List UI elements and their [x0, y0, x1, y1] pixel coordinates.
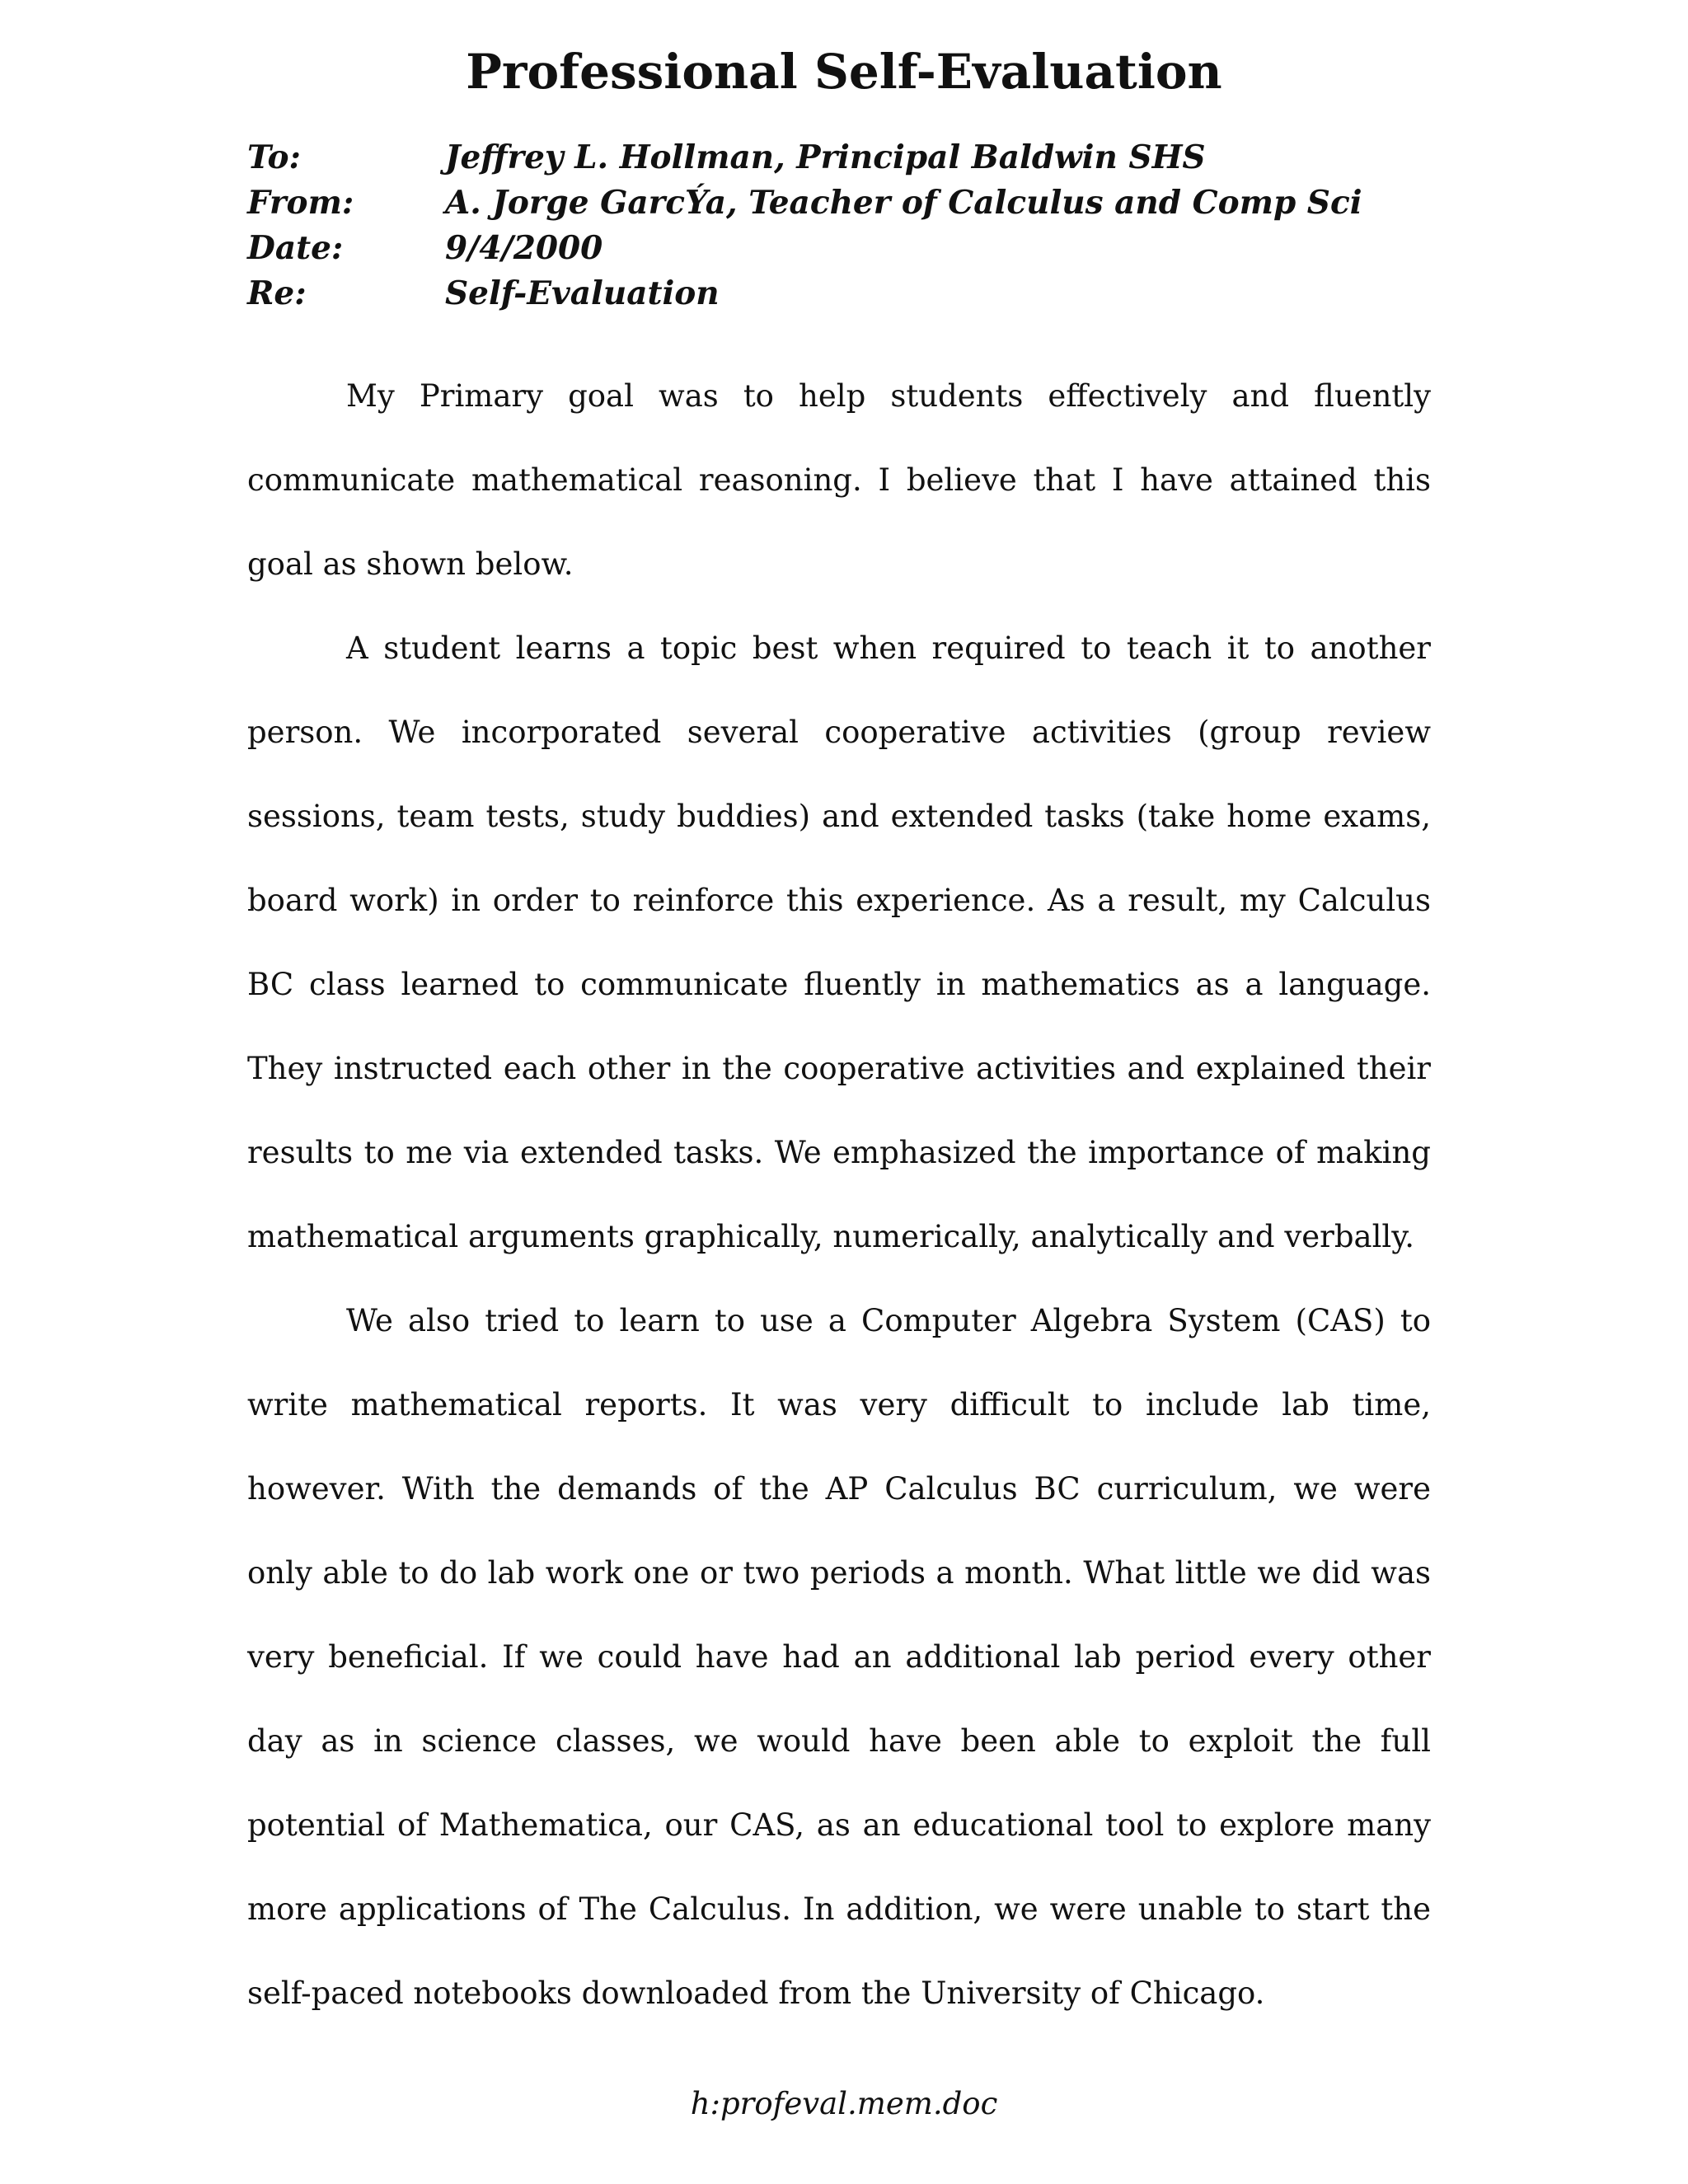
document-footer: h:profeval.mem.doc [690, 2086, 998, 2121]
document-body [247, 354, 1431, 2036]
page-title: Professional Self-Evaluation [466, 44, 1222, 100]
paragraph-computer-algebra: We also tried to learn to use a Computer Algebra System (CAS) to write mathematical reports. It was very difficult to include lab time, however. With the demands of the AP Calculus BC curriculum, we were only able to do lab work one or two periods a month. What little we did was very beneficial. If we could have had an additional lab period every other day as in science classes, we would have been able to exploit the full potential of Mathematica, our CAS, as an educational tool to explore many more applications of The Calculus. In addition, we were unable to start the self-paced notebooks downloaded from the University of Chicago. [247, 1303, 1431, 2011]
memo-re-value: Self-Evaluation [445, 274, 720, 312]
memo-to-label: To: [247, 138, 301, 176]
memo-to-value: Jeffrey L. Hollman, Principal Baldwin SHS [445, 138, 1206, 176]
memo-from-value: A. Jorge GarcÝa, Teacher of Calculus and Comp Sci [445, 183, 1362, 222]
memo-date-value: 9/4/2000 [445, 228, 603, 267]
memo-date-row [247, 225, 1451, 270]
memo-to-row [247, 134, 1451, 180]
memo-from-label: From: [247, 183, 354, 222]
memo-header [247, 134, 1451, 316]
memo-from-row [247, 180, 1451, 225]
paragraph-cooperative-activities: A student learns a topic best when required to teach it to another person. We incorporated several cooperative activities (group review sessions, team tests, study buddies) and extended tasks (take home exams, board work) in order to reinforce this experience. As a result, my Calculus BC class learned to communicate fluently in mathematics as a language. They instructed each other in the cooperative activities and explained their results to me via extended tasks. We emphasized the importance of making mathematical arguments graphically, numerically, analytically and verbally. [247, 630, 1431, 1254]
paragraph-primary-goal: My Primary goal was to help students effectively and fluently communicate mathematical reasoning. I believe that I have attained this goal as shown below. [247, 378, 1431, 582]
memo-re-label: Re: [247, 274, 307, 312]
memo-date-label: Date: [247, 228, 344, 267]
memo-re-row [247, 270, 1451, 316]
